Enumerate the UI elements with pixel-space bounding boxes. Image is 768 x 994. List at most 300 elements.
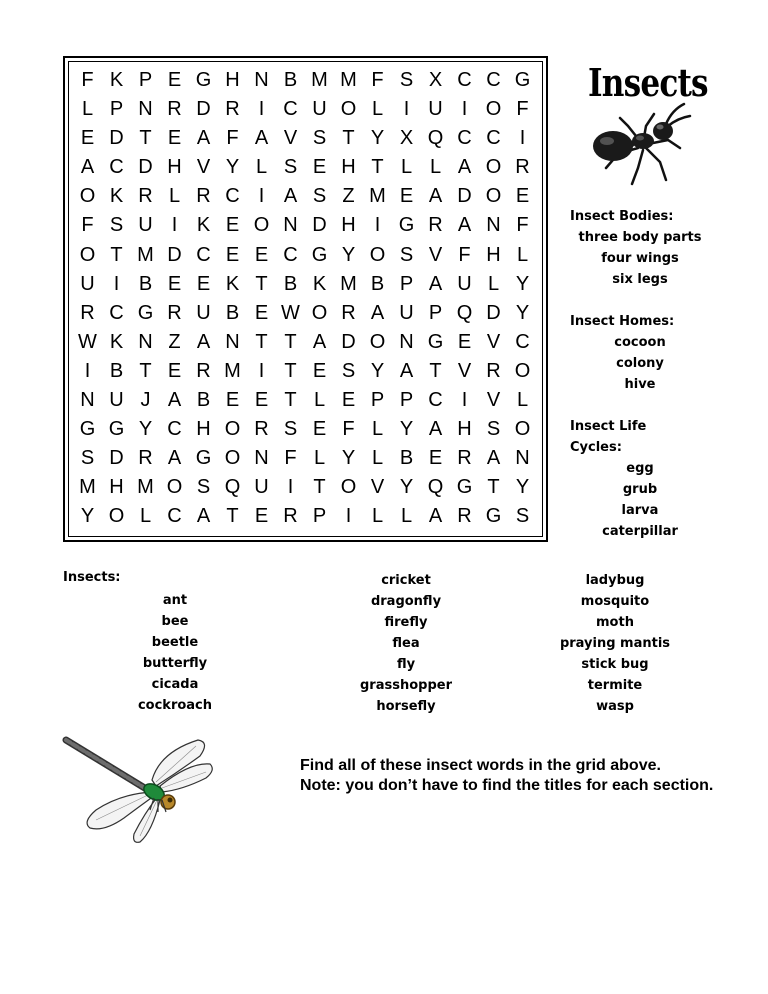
grid-cell: U — [312, 98, 327, 121]
grid-cell: R — [167, 98, 182, 121]
list-item: grub — [622, 482, 658, 497]
list-item: egg — [626, 461, 654, 476]
grid-cell: E — [254, 505, 269, 528]
grid-cell: Y — [515, 272, 530, 295]
list-item: beetle — [151, 635, 199, 650]
grid-cell: N — [283, 214, 298, 237]
grid-cell: E — [428, 447, 443, 470]
grid-cell: G — [195, 69, 212, 91]
grid-cell: U — [80, 272, 95, 295]
grid-cell: M — [137, 476, 154, 499]
grid-cell: H — [225, 69, 240, 91]
grid-row — [73, 182, 537, 211]
instructions-line-2: Note: you don’t have to find the titles for each section. — [300, 777, 714, 794]
grid-cell: A — [428, 272, 443, 295]
grid-cell: I — [519, 127, 526, 150]
grid-cell: A — [312, 330, 327, 353]
grid-cell: G — [427, 330, 444, 353]
grid-cell: N — [225, 330, 240, 353]
grid-cell: C — [167, 505, 182, 528]
grid-cell: C — [457, 127, 472, 150]
grid-cell: P — [138, 69, 153, 91]
grid-cell: L — [255, 156, 268, 179]
grid-cell: Y — [399, 476, 414, 499]
grid-cell: K — [225, 272, 240, 295]
grid-cell: S — [283, 156, 298, 179]
grid-cell: O — [311, 301, 328, 324]
list-item: cricket — [381, 573, 431, 588]
grid-row — [73, 386, 537, 415]
grid-row — [73, 415, 537, 444]
grid-cell: S — [399, 243, 414, 266]
grid-row — [73, 502, 537, 531]
grid-cell: A — [428, 418, 443, 441]
list-item: termite — [587, 678, 643, 693]
list-item: wasp — [596, 699, 634, 714]
grid-row — [73, 357, 537, 386]
grid-cell: O — [166, 476, 183, 499]
grid-cell: I — [403, 98, 410, 121]
grid-cell: K — [312, 272, 327, 295]
grid-cell: I — [461, 389, 468, 412]
grid-cell: M — [369, 185, 386, 208]
grid-cell: V — [486, 389, 501, 412]
grid-cell: D — [167, 243, 182, 266]
instructions — [300, 756, 720, 796]
list-item: larva — [621, 503, 659, 518]
grid-cell: A — [486, 447, 501, 470]
grid-cell: I — [258, 98, 265, 121]
grid-cell: X — [428, 69, 443, 91]
grid-cell: C — [457, 69, 472, 91]
grid-cell: N — [138, 98, 153, 121]
list-item: three body parts — [578, 230, 702, 245]
grid-cell: I — [345, 505, 352, 528]
grid-cell: C — [196, 243, 211, 266]
grid-cell: E — [167, 127, 182, 150]
insect-life-cycles-section — [570, 416, 710, 542]
grid-cell: F — [371, 69, 384, 91]
grid-cell: C — [486, 69, 501, 91]
list-item: butterfly — [142, 656, 208, 671]
grid-cell: V — [486, 330, 501, 353]
grid-cell: W — [281, 301, 300, 324]
grid-cell: K — [109, 69, 124, 91]
grid-cell: T — [255, 330, 268, 353]
instructions-line-1: Find all of these insect words in the grid above. — [300, 757, 661, 774]
list-item: firefly — [384, 615, 428, 630]
grid-cell: E — [167, 359, 182, 382]
grid-cell: A — [167, 389, 182, 412]
grid-cell: Y — [370, 359, 385, 382]
grid-cell: Y — [370, 127, 385, 150]
grid-cell: W — [78, 330, 97, 353]
grid-cell: D — [457, 185, 472, 208]
grid-cell: F — [226, 127, 239, 150]
grid-cell: O — [79, 243, 96, 266]
grid-cell: C — [283, 98, 298, 121]
insects-column-2 — [316, 570, 496, 717]
grid-row — [73, 473, 537, 502]
grid-cell: P — [399, 389, 414, 412]
grid-cell: I — [113, 272, 120, 295]
grid-cell: B — [283, 69, 298, 91]
insect-bodies-section — [570, 206, 710, 290]
grid-cell: N — [399, 330, 414, 353]
grid-cell: A — [370, 301, 385, 324]
list-item: ladybug — [585, 573, 645, 588]
grid-cell: H — [196, 418, 211, 441]
grid-cell: C — [109, 156, 124, 179]
grid-row — [73, 153, 537, 182]
grid-cell: I — [84, 359, 91, 382]
grid-cell: R — [428, 214, 443, 237]
grid-cell: C — [109, 301, 124, 324]
grid-cell: L — [313, 447, 326, 470]
grid-row — [73, 270, 537, 299]
dragonfly-icon — [60, 732, 220, 852]
grid-cell: S — [283, 418, 298, 441]
grid-cell: E — [225, 389, 240, 412]
grid-cell: V — [457, 359, 472, 382]
grid-cell: S — [196, 476, 211, 499]
grid-cell: G — [108, 418, 125, 441]
grid-cell: P — [370, 389, 385, 412]
grid-cell: E — [196, 272, 211, 295]
grid-cell: A — [80, 156, 95, 179]
insect-life-cycles-heading-line2: Cycles: — [570, 440, 622, 455]
grid-cell: E — [341, 389, 356, 412]
grid-cell: P — [428, 301, 443, 324]
grid-cell: S — [109, 214, 124, 237]
grid-cell: P — [109, 98, 124, 121]
grid-cell: L — [400, 156, 413, 179]
insect-bodies-heading: Insect Bodies: — [570, 209, 674, 224]
grid-cell: O — [369, 330, 386, 353]
list-item: cockroach — [137, 698, 213, 713]
grid-cell: R — [515, 156, 530, 179]
grid-cell: F — [458, 243, 471, 266]
grid-cell: Y — [341, 243, 356, 266]
grid-cell: I — [461, 98, 468, 121]
grid-cell: Q — [427, 476, 444, 499]
grid-cell: U — [457, 272, 472, 295]
grid-cell: Z — [342, 185, 355, 208]
grid-cell: P — [399, 272, 414, 295]
grid-cell: E — [225, 243, 240, 266]
page-title: Insects — [588, 60, 708, 105]
list-item: flea — [392, 636, 420, 651]
grid-cell: R — [138, 447, 153, 470]
grid-cell: N — [515, 447, 530, 470]
list-item: bee — [161, 614, 189, 629]
insect-homes-section — [570, 311, 710, 395]
grid-cell: N — [254, 447, 269, 470]
list-item: ant — [162, 593, 188, 608]
list-item: moth — [596, 615, 634, 630]
grid-cell: Y — [515, 476, 530, 499]
grid-row — [73, 211, 537, 240]
grid-cell: M — [79, 476, 96, 499]
list-item: six legs — [612, 272, 668, 287]
grid-cell: E — [312, 359, 327, 382]
grid-cell: K — [196, 214, 211, 237]
grid-cell: T — [284, 330, 297, 353]
grid-cell: Y — [515, 301, 530, 324]
grid-cell: O — [79, 185, 96, 208]
grid-cell: U — [138, 214, 153, 237]
grid-row — [73, 328, 537, 357]
list-item: four wings — [601, 251, 679, 266]
grid-cell: K — [109, 330, 124, 353]
list-item: cocoon — [614, 335, 666, 350]
grid-cell: T — [226, 505, 239, 528]
list-item: fly — [396, 657, 416, 672]
grid-cell: H — [167, 156, 182, 179]
grid-cell: T — [313, 476, 326, 499]
grid-cell: A — [428, 505, 443, 528]
grid-cell: V — [196, 156, 211, 179]
grid-cell: Q — [224, 476, 241, 499]
grid-cell: R — [283, 505, 298, 528]
grid-cell: H — [486, 243, 501, 266]
grid-cell: E — [80, 127, 95, 150]
grid-cell: B — [225, 301, 240, 324]
grid-cell: L — [516, 243, 529, 266]
grid-cell: E — [225, 214, 240, 237]
grid-cell: A — [399, 359, 414, 382]
grid-cell: R — [196, 185, 211, 208]
grid-cell: A — [254, 127, 269, 150]
grid-cell: R — [486, 359, 501, 382]
grid-cell: Y — [341, 447, 356, 470]
grid-cell: R — [196, 359, 211, 382]
list-item: horsefly — [376, 699, 436, 714]
grid-cell: E — [167, 272, 182, 295]
grid-cell: B — [109, 359, 124, 382]
grid-cell: D — [196, 98, 211, 121]
insect-life-cycles-heading-line1: Insect Life — [570, 419, 647, 434]
grid-cell: B — [196, 389, 211, 412]
grid-cell: Q — [456, 301, 473, 324]
grid-cell: A — [428, 185, 443, 208]
list-item: grasshopper — [360, 678, 452, 693]
grid-cell: T — [255, 272, 268, 295]
grid-cell: C — [515, 330, 530, 353]
insects-column-1 — [85, 590, 265, 716]
grid-cell: Y — [138, 418, 153, 441]
grid-cell: O — [108, 505, 125, 528]
grid-cell: O — [253, 214, 270, 237]
grid-cell: E — [254, 301, 269, 324]
grid-row — [73, 95, 537, 124]
insects-heading: Insects: — [63, 570, 121, 585]
grid-cell: O — [485, 185, 502, 208]
grid-cell: E — [399, 185, 414, 208]
grid-cell: H — [341, 156, 356, 179]
grid-cell: E — [457, 330, 472, 353]
grid-cell: U — [428, 98, 443, 121]
grid-cell: T — [487, 476, 500, 499]
grid-cell: I — [258, 359, 265, 382]
grid-cell: U — [196, 301, 211, 324]
word-search-grid — [63, 56, 548, 542]
grid-cell: T — [429, 359, 442, 382]
grid-cell: M — [340, 272, 357, 295]
grid-cell: L — [400, 505, 413, 528]
grid-cell: Q — [427, 127, 444, 150]
grid-cell: O — [224, 418, 241, 441]
grid-cell: G — [311, 243, 328, 266]
grid-cell: P — [312, 505, 327, 528]
list-item: caterpillar — [602, 524, 678, 539]
grid-cell: R — [138, 185, 153, 208]
grid-cell: M — [311, 69, 328, 91]
grid-cell: T — [139, 359, 152, 382]
grid-cell: E — [312, 418, 327, 441]
grid-cell: S — [312, 127, 327, 150]
grid-cell: S — [312, 185, 327, 208]
grid-cell: L — [139, 505, 152, 528]
grid-cell: A — [196, 330, 211, 353]
grid-cell: D — [341, 330, 356, 353]
grid-cell: V — [370, 476, 385, 499]
grid-cell: L — [516, 389, 529, 412]
grid-cell: C — [428, 389, 443, 412]
grid-cell: A — [457, 214, 472, 237]
grid-cell: O — [340, 98, 357, 121]
grid-cell: T — [371, 156, 384, 179]
grid-cell: S — [341, 359, 356, 382]
grid-row — [73, 299, 537, 328]
list-item: colony — [616, 356, 664, 371]
grid-cell: N — [486, 214, 501, 237]
grid-cell: F — [342, 418, 355, 441]
list-item: stick bug — [581, 657, 649, 672]
grid-cell: G — [398, 214, 415, 237]
grid-cell: A — [196, 505, 211, 528]
grid-cell: G — [195, 447, 212, 470]
grid-cell: C — [225, 185, 240, 208]
grid-cell: Y — [80, 505, 95, 528]
grid-cell: S — [80, 447, 95, 470]
grid-cell: T — [342, 127, 355, 150]
grid-cell: B — [283, 272, 298, 295]
grid-cell: I — [287, 476, 294, 499]
grid-cell: Y — [225, 156, 240, 179]
grid-cell: N — [80, 389, 95, 412]
grid-cell: D — [486, 301, 501, 324]
grid-cell: C — [167, 418, 182, 441]
grid-cell: G — [514, 69, 531, 91]
grid-cell: I — [374, 214, 381, 237]
grid-cell: G — [456, 476, 473, 499]
grid-cell: V — [283, 127, 298, 150]
grid-cell: C — [283, 243, 298, 266]
grid-cell: L — [371, 447, 384, 470]
grid-cell: O — [340, 476, 357, 499]
grid-cell: T — [110, 243, 123, 266]
list-item: dragonfly — [370, 594, 442, 609]
grid-cell: O — [485, 98, 502, 121]
grid-cell: T — [139, 127, 152, 150]
grid-cell: V — [428, 243, 443, 266]
grid-cell: H — [457, 418, 472, 441]
grid-cell: X — [399, 127, 414, 150]
ant-icon — [588, 96, 698, 191]
grid-row — [73, 241, 537, 270]
grid-cell: R — [167, 301, 182, 324]
grid-cell: Z — [168, 330, 181, 353]
list-item: hive — [624, 377, 656, 392]
grid-cell: S — [486, 418, 501, 441]
grid-row — [73, 124, 537, 153]
grid-cell: D — [138, 156, 153, 179]
grid-cell: O — [514, 359, 531, 382]
list-item: cicada — [151, 677, 199, 692]
grid-cell: A — [196, 127, 211, 150]
grid-cell: R — [457, 505, 472, 528]
grid-cell: J — [140, 389, 151, 412]
grid-cell: S — [399, 69, 414, 91]
grid-cell: L — [371, 98, 384, 121]
grid-cell: N — [138, 330, 153, 353]
grid-cell: D — [109, 127, 124, 150]
grid-cell: T — [284, 359, 297, 382]
grid-cell: O — [514, 418, 531, 441]
grid-cell: F — [81, 69, 94, 91]
grid-rows — [73, 66, 537, 532]
grid-cell: F — [284, 447, 297, 470]
grid-cell: U — [109, 389, 124, 412]
grid-cell: K — [109, 185, 124, 208]
grid-row — [73, 66, 537, 95]
grid-cell: A — [457, 156, 472, 179]
grid-cell: G — [137, 301, 154, 324]
insects-column-3 — [525, 570, 705, 717]
grid-cell: Y — [399, 418, 414, 441]
grid-cell: R — [225, 98, 240, 121]
grid-row — [73, 444, 537, 473]
grid-cell: L — [429, 156, 442, 179]
grid-cell: M — [340, 69, 357, 91]
grid-cell: I — [171, 214, 178, 237]
grid-cell: E — [515, 185, 530, 208]
grid-cell: F — [81, 214, 94, 237]
list-item: praying mantis — [559, 636, 671, 651]
grid-cell: E — [254, 389, 269, 412]
grid-cell: F — [516, 214, 529, 237]
grid-cell: R — [80, 301, 95, 324]
grid-cell: M — [137, 243, 154, 266]
grid-cell: H — [109, 476, 124, 499]
grid-cell: S — [515, 505, 530, 528]
grid-cell: A — [283, 185, 298, 208]
grid-cell: H — [341, 214, 356, 237]
grid-cell: O — [369, 243, 386, 266]
grid-cell: D — [109, 447, 124, 470]
grid-cell: L — [487, 272, 500, 295]
grid-cell: I — [258, 185, 265, 208]
grid-cell: L — [81, 98, 94, 121]
grid-cell: G — [485, 505, 502, 528]
list-item: mosquito — [580, 594, 650, 609]
grid-cell: E — [167, 69, 182, 91]
insect-homes-heading: Insect Homes: — [570, 314, 675, 329]
grid-cell: E — [312, 156, 327, 179]
grid-cell: L — [313, 389, 326, 412]
grid-cell: G — [79, 418, 96, 441]
